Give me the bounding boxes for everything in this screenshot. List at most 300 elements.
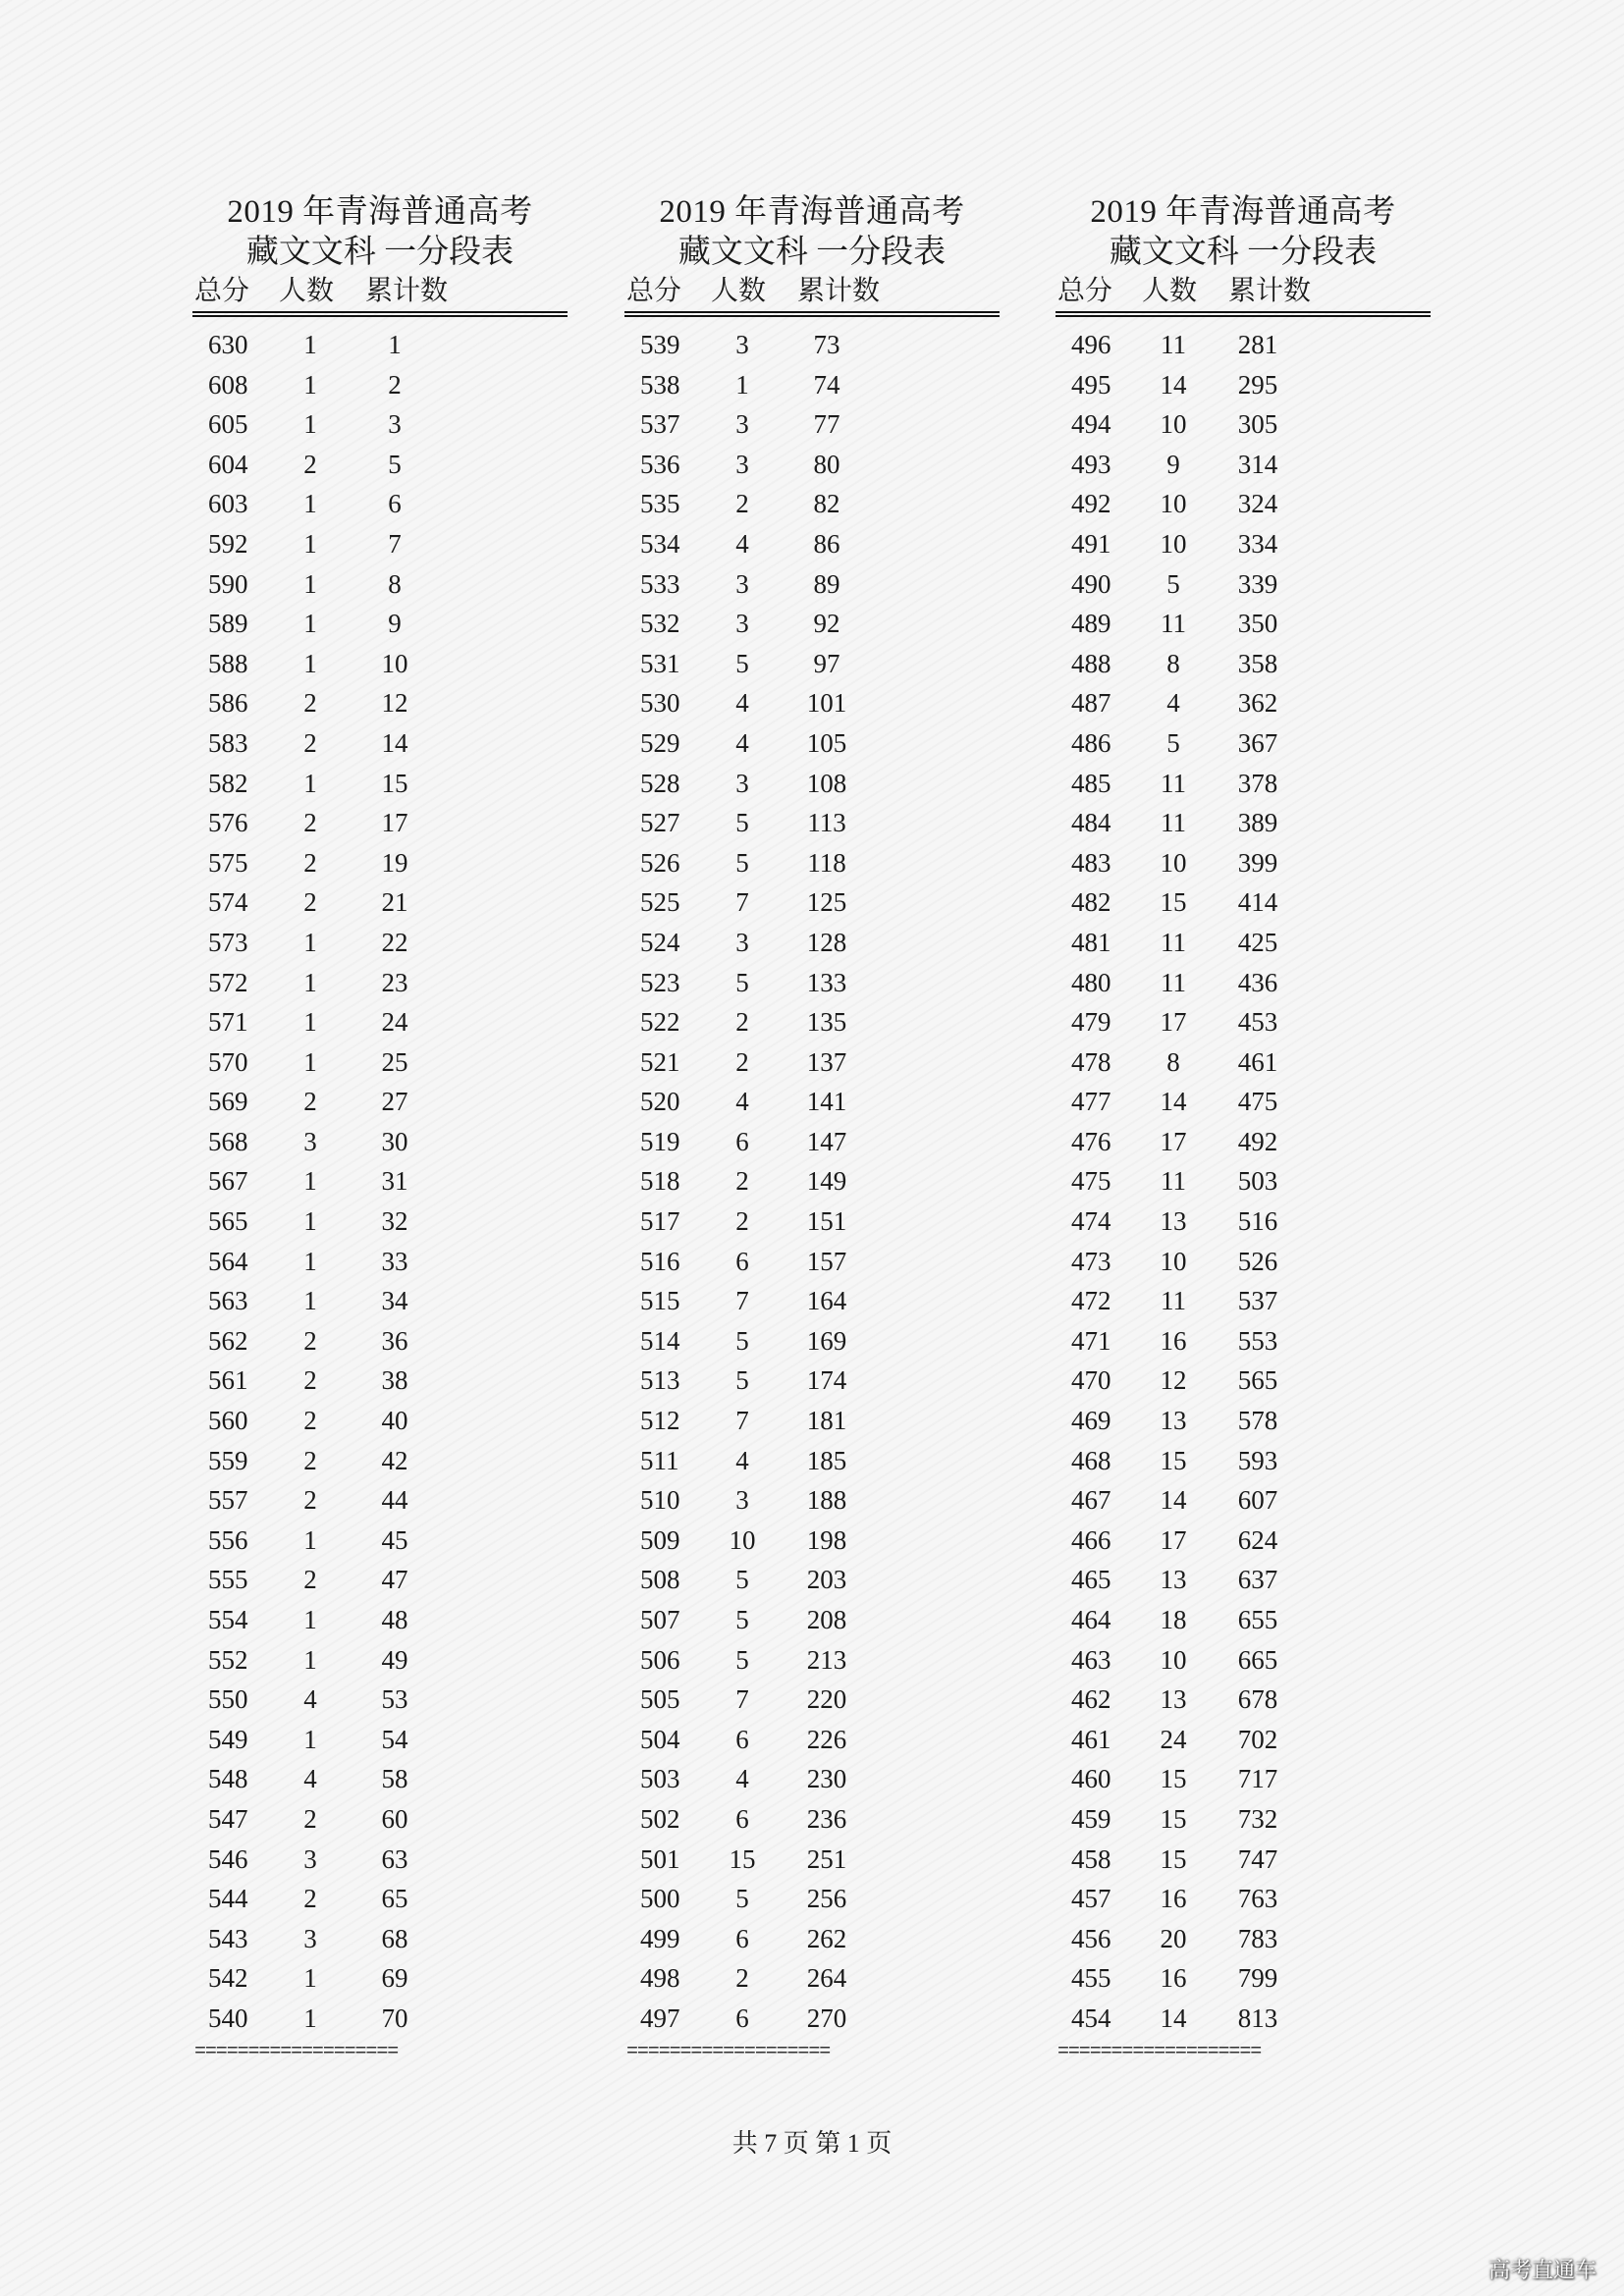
cell-cumulative: 516 (1237, 1206, 1278, 1237)
cell-count: 3 (735, 1485, 749, 1516)
cell-count: 5 (735, 1884, 749, 1914)
table-row (192, 1122, 568, 1162)
table-row (624, 1680, 1000, 1720)
table-row (624, 723, 1000, 764)
cell-count: 5 (735, 1365, 749, 1396)
table-row (192, 1242, 568, 1282)
cell-total-score: 485 (1071, 768, 1111, 798)
header-double-rule (192, 311, 568, 317)
cell-total-score: 481 (1071, 927, 1111, 957)
cell-count: 16 (1160, 1963, 1187, 1994)
header-double-rule (624, 311, 1000, 317)
cell-cumulative: 181 (806, 1406, 847, 1436)
cell-total-score: 583 (208, 727, 248, 758)
cell-cumulative: 270 (806, 2002, 847, 2033)
table-row (624, 1361, 1000, 1401)
header-total-score: 总分 (626, 276, 682, 306)
cell-total-score: 525 (640, 887, 680, 918)
cell-cumulative: 236 (806, 1803, 847, 1834)
cell-count: 2 (303, 1884, 317, 1914)
cell-cumulative: 17 (381, 808, 408, 838)
cell-total-score: 574 (208, 887, 248, 918)
table-row (624, 644, 1000, 684)
cell-count: 11 (1161, 768, 1186, 798)
table-row (1056, 1161, 1431, 1201)
cell-total-score: 459 (1071, 1803, 1111, 1834)
cell-cumulative: 492 (1237, 1126, 1278, 1156)
cell-total-score: 463 (1071, 1644, 1111, 1675)
cell-count: 8 (1166, 648, 1180, 678)
table-row (192, 1281, 568, 1321)
cell-count: 1 (303, 489, 317, 519)
cell-total-score: 477 (1071, 1087, 1111, 1117)
table-rows (624, 325, 1000, 2039)
cell-count: 1 (303, 1524, 317, 1555)
table-row (624, 1958, 1000, 1999)
cell-cumulative: 68 (381, 1923, 408, 1953)
table-row (192, 843, 568, 883)
table-row (1056, 1002, 1431, 1042)
cell-count: 5 (735, 1644, 749, 1675)
cell-total-score: 538 (640, 369, 680, 400)
cell-cumulative: 21 (381, 887, 408, 918)
cell-total-score: 509 (640, 1524, 680, 1555)
cell-count: 13 (1160, 1684, 1187, 1715)
cell-total-score: 504 (640, 1724, 680, 1754)
cell-total-score: 570 (208, 1046, 248, 1077)
table-row (192, 1879, 568, 1919)
cell-count: 10 (1160, 489, 1187, 519)
cell-count: 2 (735, 1206, 749, 1237)
cell-total-score: 534 (640, 528, 680, 559)
cell-cumulative: 624 (1237, 1524, 1278, 1555)
cell-cumulative: 42 (381, 1445, 408, 1475)
table-row (192, 1521, 568, 1561)
table-row (192, 1161, 568, 1201)
cell-count: 6 (735, 1724, 749, 1754)
cell-cumulative: 5 (388, 449, 402, 479)
cell-total-score: 478 (1071, 1046, 1111, 1077)
cell-total-score: 454 (1071, 2002, 1111, 2033)
cell-count: 1 (303, 1724, 317, 1754)
cell-cumulative: 256 (806, 1884, 847, 1914)
cell-count: 5 (735, 808, 749, 838)
table-row (192, 1999, 568, 2039)
cell-count: 7 (735, 1406, 749, 1436)
table-row (192, 445, 568, 485)
cell-total-score: 563 (208, 1286, 248, 1316)
cell-count: 17 (1160, 1126, 1187, 1156)
table-row (192, 1201, 568, 1242)
cell-cumulative: 537 (1237, 1286, 1278, 1316)
table-row (624, 445, 1000, 485)
table-row (624, 963, 1000, 1003)
table-row (192, 882, 568, 923)
table-row (192, 1401, 568, 1441)
table-row (192, 1082, 568, 1122)
cell-count: 7 (735, 887, 749, 918)
table-row (192, 1958, 568, 1999)
end-rule: =================== (194, 2040, 399, 2063)
cell-cumulative: 118 (807, 847, 846, 878)
column-title: 2019 年青海普通高考 (659, 194, 965, 230)
cell-cumulative: 113 (807, 808, 846, 838)
cell-total-score: 514 (640, 1325, 680, 1356)
table-row (192, 564, 568, 605)
cell-cumulative: 53 (381, 1684, 408, 1715)
cell-count: 1 (303, 1046, 317, 1077)
cell-total-score: 605 (208, 409, 248, 440)
cell-count: 5 (1166, 568, 1180, 599)
cell-total-score: 544 (208, 1884, 248, 1914)
cell-cumulative: 230 (806, 1764, 847, 1794)
cell-cumulative: 47 (381, 1565, 408, 1595)
table-row (192, 604, 568, 644)
table-row (624, 1480, 1000, 1521)
table-row (1056, 1521, 1431, 1561)
cell-cumulative: 82 (813, 489, 840, 519)
header-count: 人数 (1142, 276, 1198, 306)
cell-cumulative: 637 (1237, 1565, 1278, 1595)
cell-count: 1 (303, 409, 317, 440)
cell-total-score: 508 (640, 1565, 680, 1595)
cell-total-score: 536 (640, 449, 680, 479)
cell-total-score: 542 (208, 1963, 248, 1994)
cell-cumulative: 339 (1237, 568, 1278, 599)
cell-total-score: 496 (1071, 330, 1111, 359)
cell-count: 5 (735, 1565, 749, 1595)
cell-total-score: 472 (1071, 1286, 1111, 1316)
table-row (624, 882, 1000, 923)
table-row (192, 963, 568, 1003)
table-row (624, 484, 1000, 524)
cell-cumulative: 389 (1237, 808, 1278, 838)
cell-total-score: 556 (208, 1524, 248, 1555)
header-count: 人数 (279, 276, 335, 306)
cell-count: 1 (303, 1007, 317, 1038)
cell-total-score: 473 (1071, 1246, 1111, 1276)
cell-cumulative: 2 (388, 369, 402, 400)
cell-cumulative: 89 (813, 568, 840, 599)
table-row (624, 1879, 1000, 1919)
cell-cumulative: 425 (1237, 927, 1278, 957)
table-row (192, 644, 568, 684)
table-row (624, 604, 1000, 644)
cell-total-score: 500 (640, 1884, 680, 1914)
cell-count: 11 (1161, 1166, 1186, 1197)
cell-count: 4 (735, 1764, 749, 1794)
table-row (1056, 1560, 1431, 1600)
cell-cumulative: 70 (381, 2002, 408, 2033)
cell-total-score: 507 (640, 1605, 680, 1634)
cell-cumulative: 607 (1237, 1485, 1278, 1516)
cell-count: 6 (735, 1126, 749, 1156)
cell-count: 20 (1160, 1923, 1187, 1953)
cell-count: 5 (735, 1325, 749, 1356)
cell-cumulative: 717 (1237, 1764, 1278, 1794)
cell-cumulative: 23 (381, 967, 408, 997)
table-row (624, 1321, 1000, 1362)
cell-total-score: 603 (208, 489, 248, 519)
cell-cumulative: 58 (381, 1764, 408, 1794)
cell-count: 10 (1160, 528, 1187, 559)
cell-total-score: 548 (208, 1764, 248, 1794)
cell-total-score: 497 (640, 2002, 680, 2033)
cell-cumulative: 101 (806, 688, 847, 719)
cell-cumulative: 783 (1237, 1923, 1278, 1953)
cell-cumulative: 678 (1237, 1684, 1278, 1715)
cell-count: 10 (1160, 409, 1187, 440)
cell-count: 4 (735, 688, 749, 719)
column-header (1056, 274, 1431, 309)
cell-count: 1 (303, 2002, 317, 2033)
cell-total-score: 515 (640, 1286, 680, 1316)
table-row (192, 1441, 568, 1481)
cell-count: 3 (303, 1923, 317, 1953)
cell-cumulative: 108 (806, 768, 847, 798)
cell-cumulative: 732 (1237, 1803, 1278, 1834)
table-row (1056, 1082, 1431, 1122)
cell-total-score: 510 (640, 1485, 680, 1516)
cell-count: 2 (303, 887, 317, 918)
cell-total-score: 484 (1071, 808, 1111, 838)
cell-total-score: 505 (640, 1684, 680, 1715)
table-row (624, 524, 1000, 564)
cell-count: 3 (735, 768, 749, 798)
cell-count: 1 (303, 369, 317, 400)
table-row (624, 1759, 1000, 1799)
cell-count: 3 (735, 927, 749, 957)
header-count: 人数 (711, 276, 767, 306)
cell-total-score: 489 (1071, 609, 1111, 639)
cell-count: 10 (1160, 1644, 1187, 1675)
cell-count: 6 (735, 1803, 749, 1834)
cell-count: 2 (303, 1325, 317, 1356)
table-row (1056, 1680, 1431, 1720)
column-subtitle: 藏文文科 一分段表 (1109, 235, 1378, 270)
column-title: 2019 年青海普通高考 (1090, 194, 1396, 230)
cell-total-score: 483 (1071, 847, 1111, 878)
cell-cumulative: 262 (806, 1923, 847, 1953)
cell-count: 3 (735, 568, 749, 599)
cell-total-score: 543 (208, 1923, 248, 1953)
cell-cumulative: 813 (1237, 2002, 1278, 2033)
cell-count: 2 (303, 449, 317, 479)
cell-cumulative: 208 (806, 1605, 847, 1634)
table-row (1056, 404, 1431, 445)
cell-cumulative: 461 (1237, 1046, 1278, 1077)
cell-cumulative: 526 (1237, 1246, 1278, 1276)
table-row (192, 1480, 568, 1521)
cell-count: 11 (1161, 927, 1186, 957)
cell-count: 4 (735, 727, 749, 758)
cell-count: 17 (1160, 1524, 1187, 1555)
header-double-rule (1056, 311, 1431, 317)
cell-total-score: 479 (1071, 1007, 1111, 1038)
cell-cumulative: 157 (806, 1246, 847, 1276)
cell-cumulative: 135 (806, 1007, 847, 1038)
table-row (624, 1720, 1000, 1760)
table-row (624, 1600, 1000, 1640)
header-cumulative: 累计数 (1228, 276, 1312, 306)
cell-count: 15 (1160, 1445, 1187, 1475)
table-row (1056, 683, 1431, 723)
cell-total-score: 486 (1071, 727, 1111, 758)
cell-count: 3 (735, 409, 749, 440)
cell-cumulative: 69 (381, 1963, 408, 1994)
table-row (1056, 484, 1431, 524)
cell-cumulative: 378 (1237, 768, 1278, 798)
table-row (1056, 1640, 1431, 1681)
cell-total-score: 493 (1071, 449, 1111, 479)
cell-cumulative: 97 (813, 648, 840, 678)
cell-total-score: 469 (1071, 1406, 1111, 1436)
cell-total-score: 560 (208, 1406, 248, 1436)
cell-total-score: 494 (1071, 409, 1111, 440)
table-row (624, 1042, 1000, 1083)
cell-cumulative: 40 (381, 1406, 408, 1436)
cell-count: 1 (303, 927, 317, 957)
cell-cumulative: 49 (381, 1644, 408, 1675)
cell-count: 4 (735, 1087, 749, 1117)
table-row (1056, 1441, 1431, 1481)
cell-total-score: 455 (1071, 1963, 1111, 1994)
cell-count: 2 (735, 1007, 749, 1038)
cell-cumulative: 128 (806, 927, 847, 957)
cell-cumulative: 251 (806, 1843, 847, 1874)
cell-count: 2 (303, 1445, 317, 1475)
cell-count: 1 (303, 609, 317, 639)
cell-total-score: 471 (1071, 1325, 1111, 1356)
cell-count: 16 (1160, 1325, 1187, 1356)
header-cumulative: 累计数 (365, 276, 449, 306)
cell-cumulative: 6 (388, 489, 402, 519)
cell-count: 15 (1160, 1764, 1187, 1794)
table-row (1056, 365, 1431, 405)
table-row (624, 1840, 1000, 1880)
cell-count: 1 (303, 768, 317, 798)
cell-count: 15 (1160, 1843, 1187, 1874)
cell-total-score: 464 (1071, 1605, 1111, 1634)
cell-total-score: 526 (640, 847, 680, 878)
cell-cumulative: 295 (1237, 369, 1278, 400)
cell-total-score: 475 (1071, 1166, 1111, 1197)
table-row (624, 1082, 1000, 1122)
cell-cumulative: 665 (1237, 1644, 1278, 1675)
header-total-score: 总分 (1057, 276, 1113, 306)
cell-total-score: 527 (640, 808, 680, 838)
table-row (192, 1600, 568, 1640)
cell-total-score: 498 (640, 1963, 680, 1994)
cell-count: 5 (735, 1605, 749, 1634)
cell-count: 1 (303, 1166, 317, 1197)
column-subtitle: 藏文文科 一分段表 (245, 235, 514, 270)
cell-count: 1 (303, 1246, 317, 1276)
table-row (1056, 1122, 1431, 1162)
cell-count: 2 (303, 1565, 317, 1595)
cell-count: 10 (1160, 1246, 1187, 1276)
cell-total-score: 550 (208, 1684, 248, 1715)
table-row (192, 723, 568, 764)
cell-cumulative: 151 (806, 1206, 847, 1237)
table-row (1056, 803, 1431, 843)
table-row (192, 1799, 568, 1840)
cell-total-score: 571 (208, 1007, 248, 1038)
cell-total-score: 549 (208, 1724, 248, 1754)
table-row (192, 325, 568, 365)
cell-total-score: 559 (208, 1445, 248, 1475)
table-row (624, 764, 1000, 804)
table-row (1056, 325, 1431, 365)
table-row (1056, 1242, 1431, 1282)
cell-cumulative: 367 (1237, 727, 1278, 758)
table-row (1056, 524, 1431, 564)
table-row (624, 683, 1000, 723)
cell-total-score: 512 (640, 1406, 680, 1436)
table-row (1056, 1321, 1431, 1362)
table-row (192, 1640, 568, 1681)
cell-cumulative: 147 (806, 1126, 847, 1156)
table-row (624, 1441, 1000, 1481)
cell-total-score: 520 (640, 1087, 680, 1117)
cell-cumulative: 314 (1237, 449, 1278, 479)
cell-cumulative: 22 (381, 927, 408, 957)
cell-count: 4 (1166, 688, 1180, 719)
table-row (624, 1999, 1000, 2039)
cell-count: 3 (735, 330, 749, 359)
cell-count: 2 (735, 1963, 749, 1994)
cell-cumulative: 203 (806, 1565, 847, 1595)
cell-count: 6 (735, 2002, 749, 2033)
cell-cumulative: 25 (381, 1046, 408, 1077)
column-header (192, 274, 568, 309)
cell-count: 11 (1161, 609, 1186, 639)
cell-count: 1 (303, 1644, 317, 1675)
cell-count: 5 (735, 847, 749, 878)
cell-cumulative: 125 (806, 887, 847, 918)
cell-cumulative: 73 (813, 330, 840, 359)
header-total-score: 总分 (194, 276, 250, 306)
cell-cumulative: 362 (1237, 688, 1278, 719)
cell-total-score: 467 (1071, 1485, 1111, 1516)
table-row (1056, 1958, 1431, 1999)
cell-count: 13 (1160, 1406, 1187, 1436)
cell-total-score: 604 (208, 449, 248, 479)
cell-count: 5 (1166, 727, 1180, 758)
table-row (1056, 1759, 1431, 1799)
cell-total-score: 457 (1071, 1884, 1111, 1914)
cell-cumulative: 174 (806, 1365, 847, 1396)
cell-count: 1 (303, 330, 317, 359)
cell-total-score: 506 (640, 1644, 680, 1675)
table-row (624, 1281, 1000, 1321)
cell-count: 5 (735, 967, 749, 997)
table-row (192, 1720, 568, 1760)
table-row (624, 1201, 1000, 1242)
cell-cumulative: 188 (806, 1485, 847, 1516)
cell-cumulative: 14 (381, 727, 408, 758)
cell-count: 2 (303, 688, 317, 719)
table-row (624, 1401, 1000, 1441)
table-row (192, 683, 568, 723)
cell-total-score: 488 (1071, 648, 1111, 678)
cell-count: 3 (735, 449, 749, 479)
cell-total-score: 569 (208, 1087, 248, 1117)
cell-cumulative: 36 (381, 1325, 408, 1356)
cell-total-score: 482 (1071, 887, 1111, 918)
cell-total-score: 517 (640, 1206, 680, 1237)
table-row (1056, 963, 1431, 1003)
